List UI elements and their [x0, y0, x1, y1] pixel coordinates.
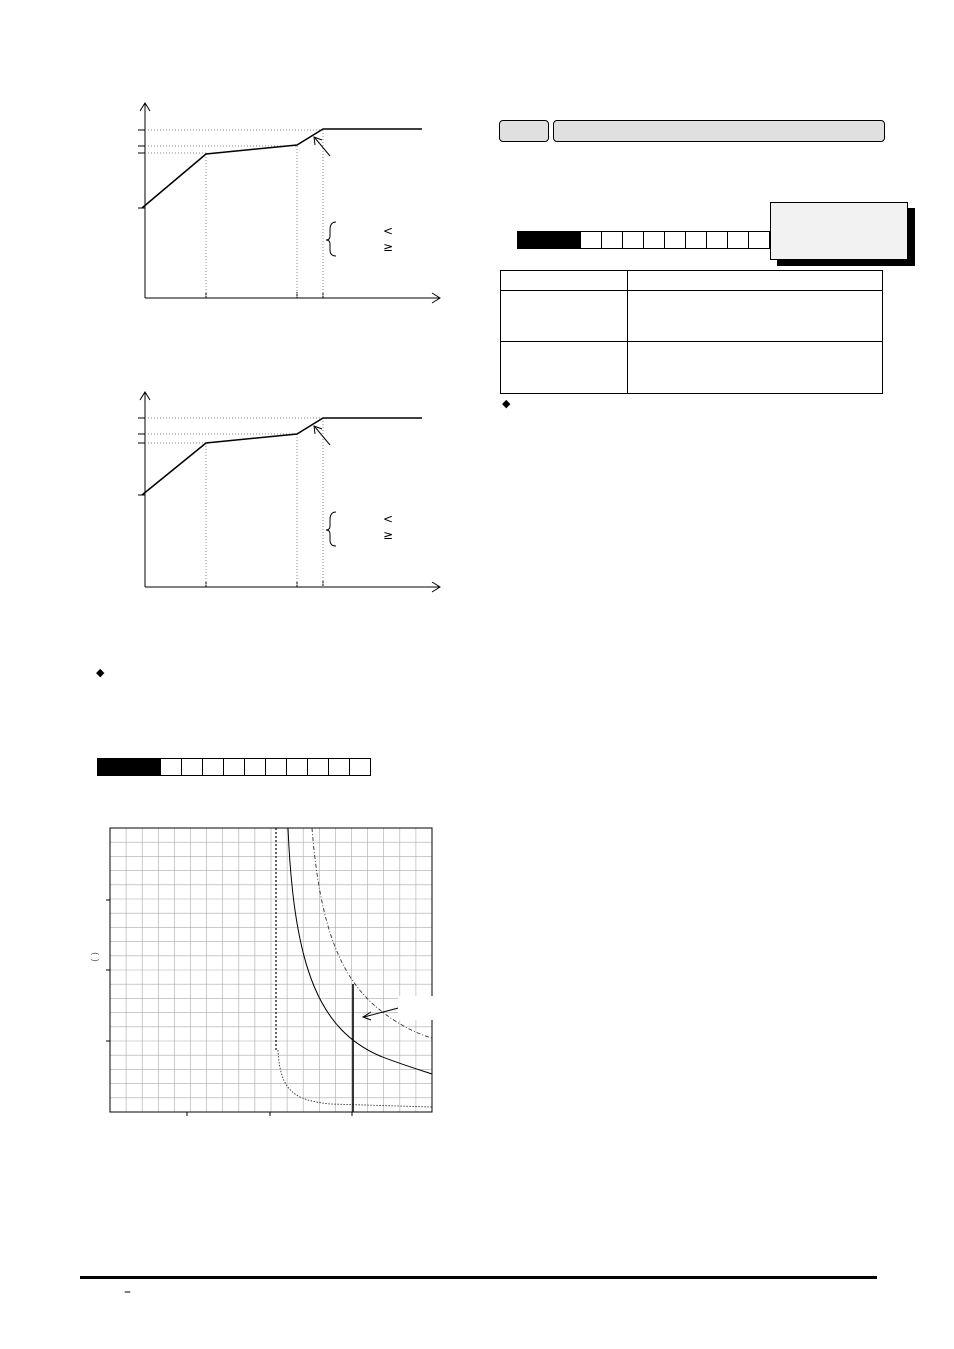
table-cell	[628, 291, 883, 342]
table-header-row	[501, 271, 883, 291]
footer-rule	[80, 1276, 877, 1279]
cell-empty	[181, 758, 203, 776]
table-cell	[501, 342, 628, 394]
cell-empty	[685, 231, 707, 249]
top-ineq-ge: ≥	[383, 240, 394, 254]
cell-filled	[559, 231, 581, 249]
cell-filled	[118, 758, 140, 776]
cell-empty	[601, 231, 623, 249]
footer-mark: –	[124, 1284, 131, 1300]
cell-empty	[286, 758, 308, 776]
mid-ineq-lt: <	[383, 512, 394, 526]
cell-empty	[664, 231, 686, 249]
table-cell	[501, 291, 628, 342]
section-tag	[499, 120, 549, 142]
cell-empty	[706, 231, 728, 249]
cell-empty	[727, 231, 749, 249]
table-cell	[628, 342, 883, 394]
cell-empty	[748, 231, 770, 249]
table-header-cell	[628, 271, 883, 291]
mid-torque-graph	[130, 387, 450, 599]
cell-bar-left	[97, 758, 370, 776]
cell-empty	[307, 758, 329, 776]
cell-filled	[517, 231, 539, 249]
cell-filled	[538, 231, 560, 249]
cell-empty	[349, 758, 371, 776]
curve-ylabel: ( )	[89, 952, 99, 962]
cell-filled	[139, 758, 161, 776]
bullet-diamond-left: ◆	[96, 666, 105, 679]
section-title-bar	[553, 120, 885, 142]
cell-empty	[643, 231, 665, 249]
top-torque-graph	[130, 98, 450, 310]
cell-empty	[160, 758, 182, 776]
table-header-cell	[501, 271, 628, 291]
shadow-note-box	[770, 202, 908, 260]
table-row	[501, 291, 883, 342]
table-row	[501, 342, 883, 394]
cell-empty	[202, 758, 224, 776]
cell-empty	[265, 758, 287, 776]
cell-empty	[580, 231, 602, 249]
parameter-table	[500, 270, 883, 394]
cell-empty	[622, 231, 644, 249]
cell-filled	[97, 758, 119, 776]
cell-empty	[244, 758, 266, 776]
cell-empty	[223, 758, 245, 776]
protection-curve-chart	[80, 820, 440, 1120]
top-ineq-lt: <	[383, 224, 394, 238]
cell-empty	[328, 758, 350, 776]
cell-bar-right	[517, 231, 769, 249]
bullet-diamond-right: ◆	[502, 397, 511, 410]
mid-ineq-ge: ≥	[383, 528, 394, 542]
